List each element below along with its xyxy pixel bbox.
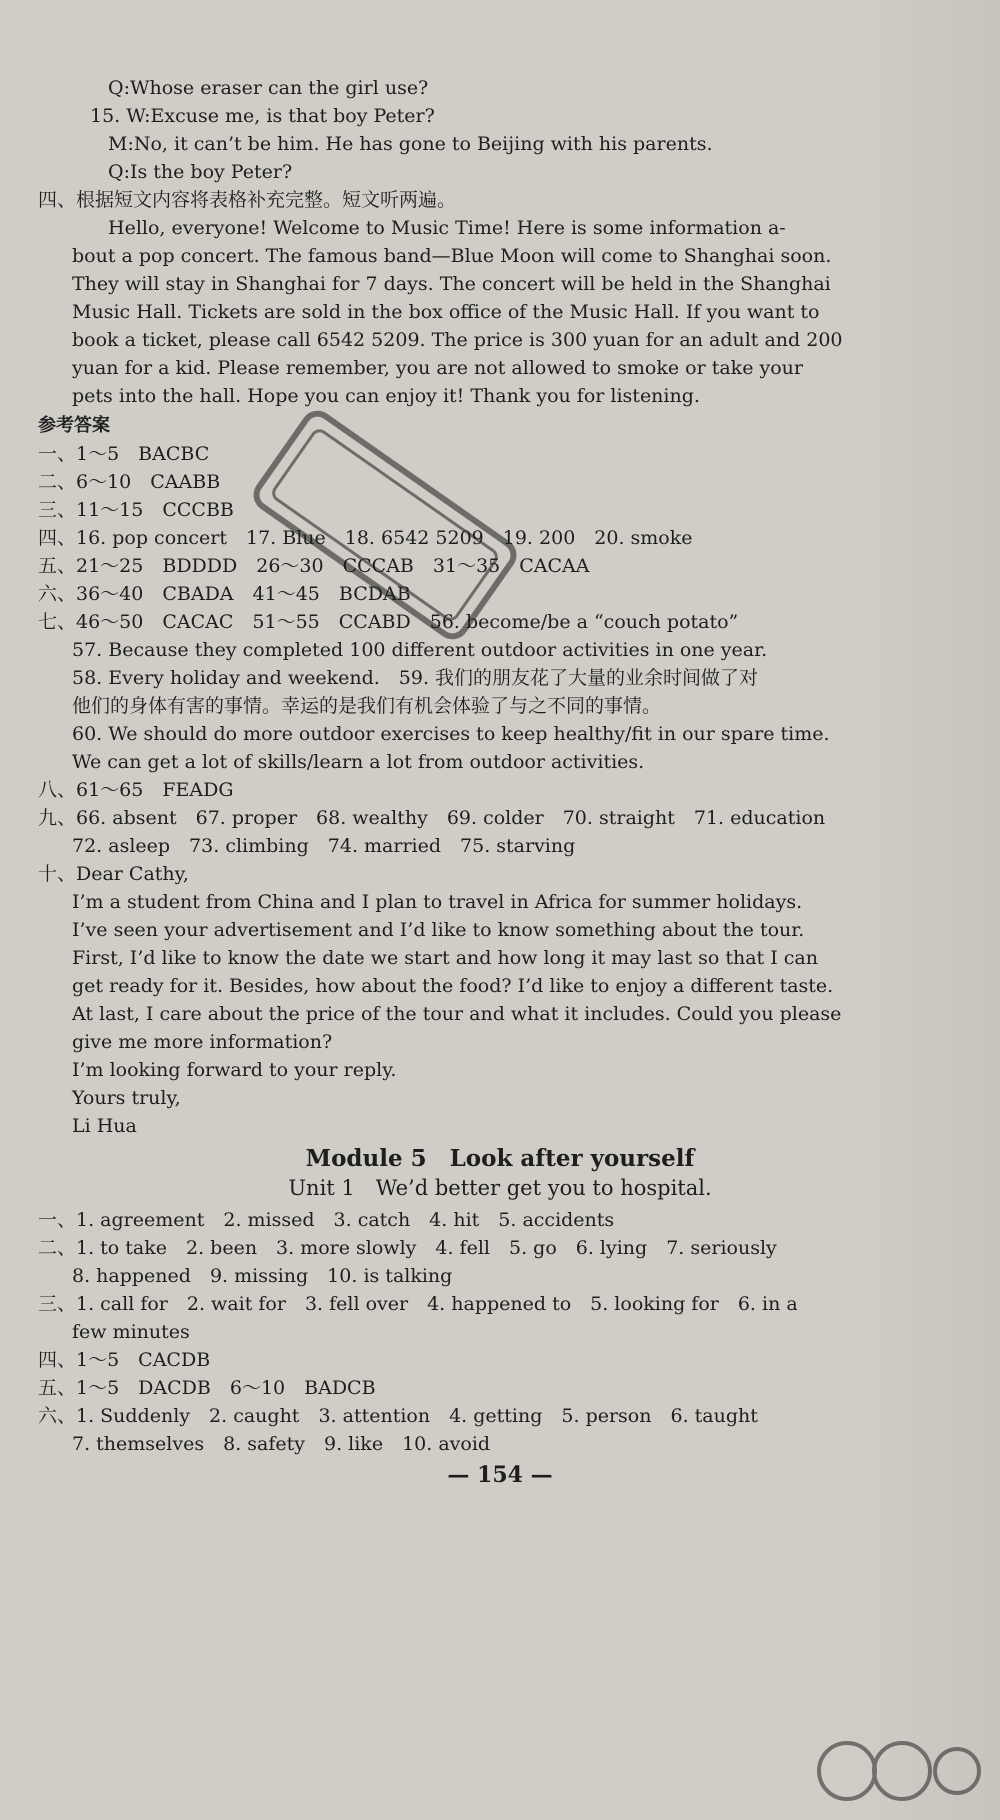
answer-line: 三、11～15 CCCBB — [38, 499, 234, 521]
answer-line: 四、16. pop concert 17. Blue 18. 6542 5209 19. 200 20. smoke — [38, 527, 693, 549]
passage-line: They will stay in Shanghai for 7 days. The concert will be held in the Shanghai — [72, 273, 831, 295]
page-number: — 154 — — [447, 1462, 553, 1488]
passage-line: bout a pop concert. The famous band—Blue Moon will come to Shanghai soon. — [72, 245, 832, 267]
module-title: Module 5 Look after yourself — [305, 1145, 695, 1172]
question-line: Q:Whose eraser can the girl use? — [108, 77, 429, 99]
unit-answer-line: 六、1. Suddenly 2. caught 3. attention 4. getting 5. person 6. taught — [38, 1405, 758, 1427]
unit-answer-line: 四、1～5 CACDB — [38, 1349, 211, 1371]
corner-logo-icon — [812, 1736, 982, 1806]
answer-line: 57. Because they completed 100 different outdoor activities in one year. — [72, 639, 768, 661]
passage-line: Music Hall. Tickets are sold in the box office of the Music Hall. If you want to — [72, 301, 820, 323]
passage-line: book a ticket, please call 6542 5209. The price is 300 yuan for an adult and 200 — [72, 329, 843, 351]
section-heading: 四、根据短文内容将表格补充完整。短文听两遍。 — [38, 189, 457, 211]
unit-answer-line: 二、1. to take 2. been 3. more slowly 4. fell 5. go 6. lying 7. seriously — [38, 1237, 777, 1259]
letter-line: get ready for it. Besides, how about the food? I’d like to enjoy a different taste. — [72, 975, 834, 997]
unit-answer-line: 五、1～5 DACDB 6～10 BADCB — [38, 1377, 376, 1399]
answer-line: 58. Every holiday and weekend. 59. 我们的朋友花了大量的业余时间做了对 — [72, 667, 759, 689]
unit-title: Unit 1 We’d better get you to hospital. — [288, 1176, 712, 1200]
answers-heading: 参考答案 — [38, 415, 110, 436]
passage-line: Hello, everyone! Welcome to Music Time! Here is some information a- — [108, 217, 786, 239]
facing-page-shadow — [850, 0, 1000, 1820]
answer-line: 八、61～65 FEADG — [38, 779, 234, 801]
letter-signature: Li Hua — [72, 1115, 137, 1137]
answer-line: 十、Dear Cathy, — [38, 863, 189, 885]
dialogue-line: 15. W:Excuse me, is that boy Peter? — [90, 105, 435, 127]
letter-line: Yours truly, — [72, 1087, 181, 1109]
dialogue-line: M:No, it can’t be him. He has gone to Beijing with his parents. — [108, 133, 713, 155]
unit-answer-line: 三、1. call for 2. wait for 3. fell over 4. happened to 5. looking for 6. in a — [38, 1293, 798, 1315]
answer-line: We can get a lot of skills/learn a lot from outdoor activities. — [72, 751, 645, 773]
answer-line: 六、36～40 CBADA 41～45 BCDAB — [38, 583, 411, 605]
answer-line: 一、1～5 BACBC — [38, 443, 210, 465]
letter-line: give me more information? — [72, 1031, 333, 1053]
letter-line: I’m a student from China and I plan to travel in Africa for summer holidays. — [72, 891, 803, 913]
answer-line: 60. We should do more outdoor exercises to keep healthy/fit in our spare time. — [72, 723, 830, 745]
letter-line: I’ve seen your advertisement and I’d like to know something about the tour. — [72, 919, 805, 941]
answer-line: 五、21～25 BDDDD 26～30 CCCAB 31～35 CACAA — [38, 555, 590, 577]
unit-answer-line: 7. themselves 8. safety 9. like 10. avoid — [72, 1433, 491, 1455]
question-line: Q:Is the boy Peter? — [108, 161, 293, 183]
unit-answer-line: 一、1. agreement 2. missed 3. catch 4. hit 5. accidents — [38, 1209, 615, 1231]
letter-line: At last, I care about the price of the tour and what it includes. Could you please — [72, 1003, 842, 1025]
unit-answer-line: few minutes — [72, 1321, 190, 1343]
answer-line: 七、46～50 CACAC 51～55 CCABD 56. become/be a “couch potato” — [38, 611, 739, 633]
unit-answer-line: 8. happened 9. missing 10. is talking — [72, 1265, 453, 1287]
answer-line: 九、66. absent 67. proper 68. wealthy 69. colder 70. straight 71. education — [38, 807, 826, 829]
letter-line: I’m looking forward to your reply. — [72, 1059, 397, 1081]
answer-line: 二、6～10 CAABB — [38, 471, 221, 493]
passage-line: yuan for a kid. Please remember, you are not allowed to smoke or take your — [72, 357, 803, 379]
answer-line: 72. asleep 73. climbing 74. married 75. starving — [72, 835, 576, 857]
answer-line: 他们的身体有害的事情。幸运的是我们有机会体验了与之不同的事情。 — [72, 695, 662, 717]
letter-line: First, I’d like to know the date we start and how long it may last so that I can — [72, 947, 818, 969]
passage-line: pets into the hall. Hope you can enjoy it! Thank you for listening. — [72, 385, 700, 407]
